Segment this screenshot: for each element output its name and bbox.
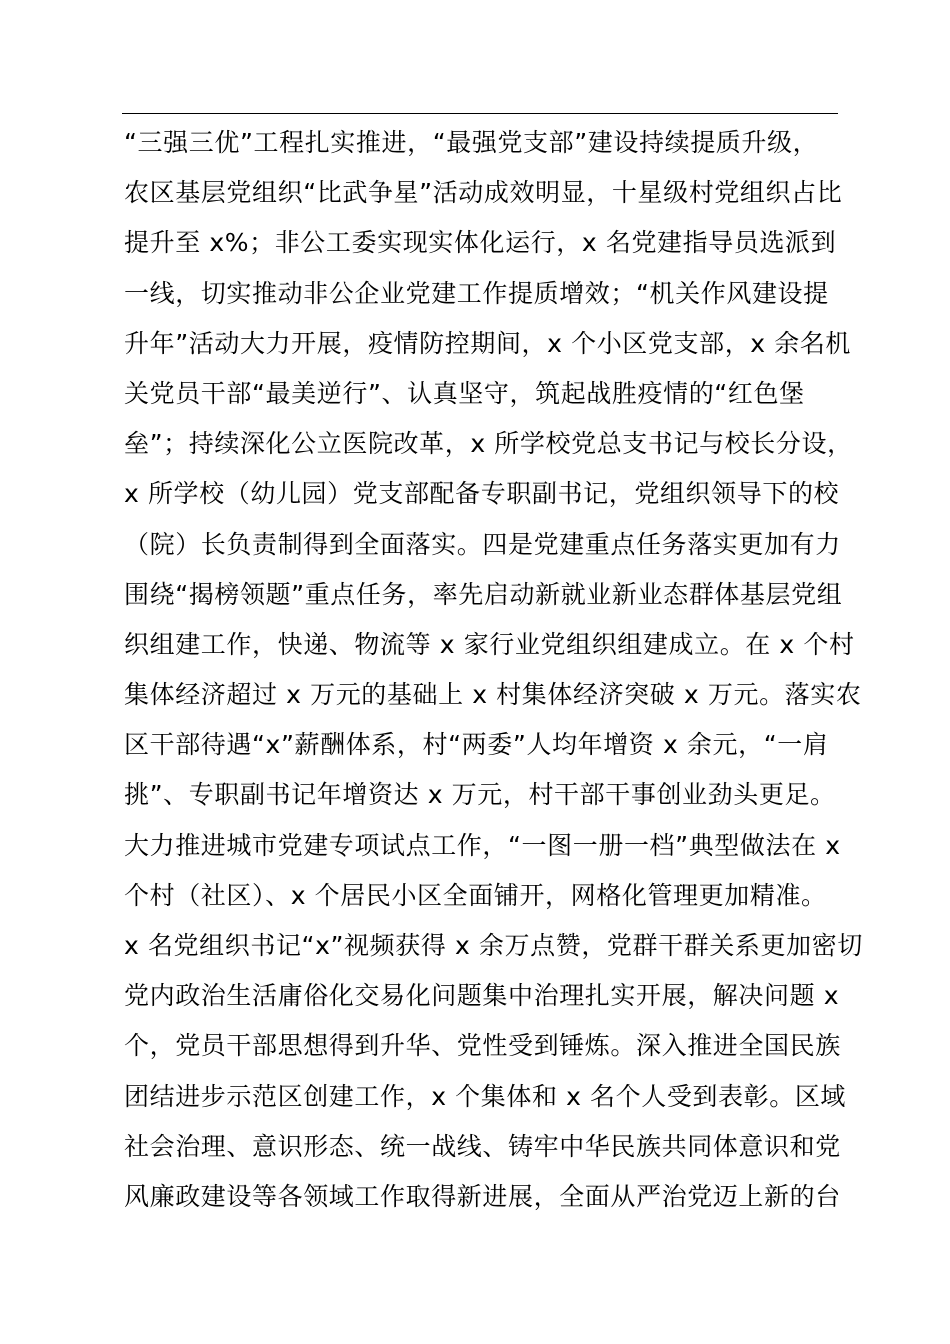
text-line: x 名党组织书记“x”视频获得 x 余万点赞，党群干群关系更加密切 — [124, 931, 863, 960]
text-line: 提升至 x%；非公工委实现实体化运行，x 名党建指导员选派到 — [124, 228, 837, 258]
text-line: 团结进步示范区创建工作，x 个集体和 x 名个人受到表彰。区域 — [124, 1081, 847, 1111]
text-line: 织组建工作，快递、物流等 x 家行业党组织组建成立。在 x 个村 — [124, 629, 855, 659]
text-line: 农区基层党组织“比武争星”活动成效明显，十星级村党组织占比 — [124, 178, 843, 208]
text-line: （院）长负责制得到全面落实。四是党建重点任务落实更加有力 — [124, 529, 841, 559]
text-line: 垒”；持续深化公立医院改革，x 所学校党总支书记与校长分设， — [124, 429, 853, 459]
text-line: 大力推进城市党建专项试点工作，“一图一册一档”典型做法在 x — [124, 830, 841, 860]
text-line: 个村（社区）、x 个居民小区全面铺开，网格化管理更加精准。 — [124, 880, 827, 910]
text-line: 一线，切实推动非公企业党建工作提质增效；“机关作风建设提 — [124, 278, 829, 308]
header-rule — [122, 113, 838, 114]
text-line: 集体经济超过 x 万元的基础上 x 村集体经济突破 x 万元。落实农 — [124, 680, 862, 710]
text-line: 关党员干部“最美逆行”、认真坚守，筑起战胜疫情的“红色堡 — [124, 378, 805, 408]
text-line: 升年”活动大力开展，疫情防控期间，x 个小区党支部，x 余名机 — [124, 328, 852, 358]
text-line: 党内政治生活庸俗化交易化问题集中治理扎实开展，解决问题 x — [124, 981, 840, 1011]
text-line: “三强三优”工程扎实推进，“最强党支部”建设持续提质升级， — [124, 128, 819, 157]
body-paragraph — [124, 118, 884, 1222]
text-line: 围绕“揭榜领题”重点任务，率先启动新就业新业态群体基层党组 — [124, 579, 843, 609]
text-line: 风廉政建设等各领域工作取得新进展，全面从严治党迈上新的台 — [124, 1181, 841, 1211]
text-line: 挑”、专职副书记年增资达 x 万元，村干部干事创业劲头更足。 — [124, 780, 836, 810]
text-line: x 所学校（幼儿园）党支部配备专职副书记，党组织领导下的校 — [124, 479, 840, 509]
text-line: 社会治理、意识形态、统一战线、铸牢中华民族共同体意识和党 — [124, 1131, 841, 1161]
text-line: 区干部待遇“x”薪酬体系，村“两委”人均年增资 x 余元，“一肩 — [124, 730, 829, 760]
text-line: 个，党员干部思想得到升华、党性受到锤炼。深入推进全国民族 — [124, 1031, 841, 1061]
